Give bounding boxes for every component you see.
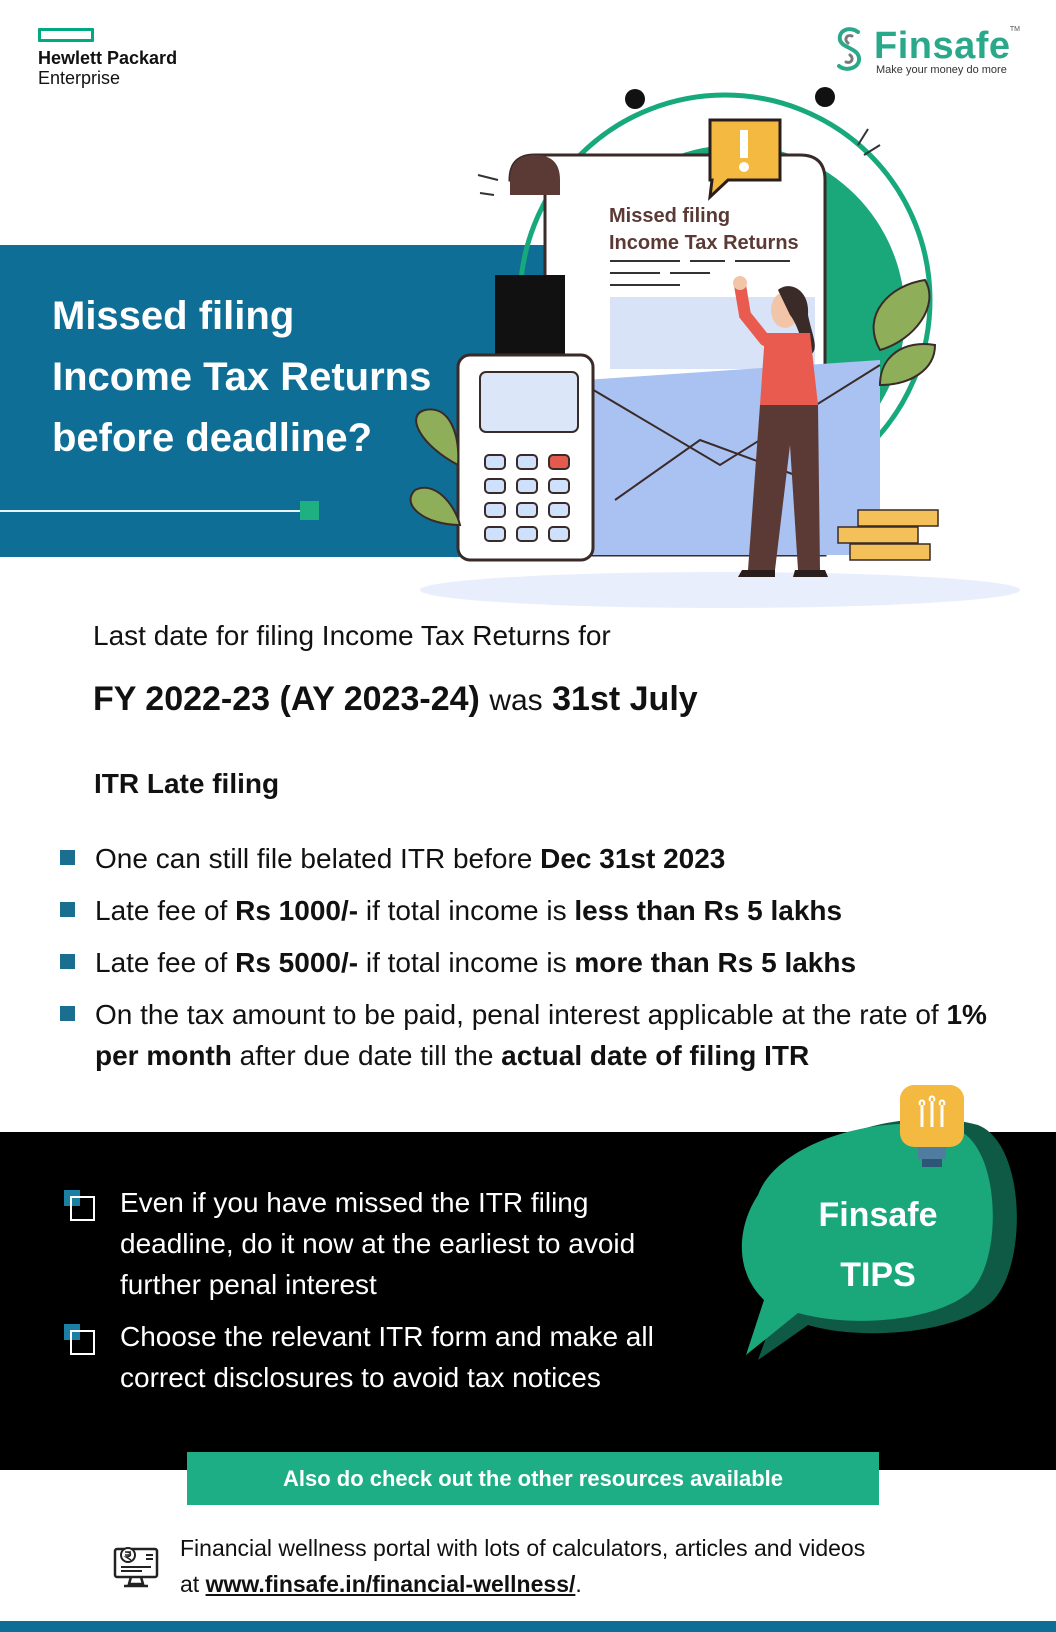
- hero-divider-square: [300, 501, 319, 520]
- late-filing-heading: ITR Late filing: [94, 768, 280, 799]
- list-item: [58, 838, 1018, 879]
- tips-bubble-line: TIPS: [840, 1256, 916, 1294]
- hpe-logo-line2: Enterprise: [38, 68, 121, 88]
- bullet-square-icon: [60, 902, 75, 917]
- document-caption-line: Missed filing: [609, 205, 731, 227]
- hero-title-line: before deadline?: [52, 416, 373, 460]
- tip-item: Choose the relevant ITR form and make all correct disclosures to avoid tax notices: [120, 1321, 654, 1393]
- deadline-date: 31st July: [552, 680, 698, 718]
- bullet-bold: Dec 31st 2023: [540, 843, 726, 874]
- list-item: [58, 890, 1018, 931]
- was-text: was: [489, 684, 543, 717]
- bullet-text: On the tax amount to be paid, penal interest applicable at the rate of: [95, 999, 947, 1030]
- hero-title: [52, 286, 431, 469]
- fy-line: [93, 680, 698, 719]
- resources-banner: Also do check out the other resources available: [187, 1452, 879, 1505]
- bullet-text: if total income is: [358, 895, 575, 926]
- bullet-text: after due date till the: [231, 1040, 502, 1071]
- missed-filing-illustration: [380, 85, 1030, 620]
- tips-bubble-line: Finsafe: [818, 1196, 938, 1234]
- bullet-bold: Rs 5000/-: [235, 947, 359, 978]
- finsafe-logo-tm: TM: [1009, 26, 1020, 33]
- bullet-square-icon: [60, 850, 75, 865]
- bullet-text: One can still file belated ITR before: [95, 843, 541, 874]
- hero-title-line: Income Tax Returns: [52, 355, 432, 399]
- intro-line: Last date for filing Income Tax Returns for: [93, 620, 611, 651]
- checkbox-icon: [64, 1324, 94, 1354]
- finsafe-logo-name: Finsafe: [874, 25, 1011, 67]
- fy-text: FY 2022-23 (AY 2023-24): [93, 680, 480, 718]
- bullet-square-icon: [60, 954, 75, 969]
- bullet-bold: actual date of filing ITR: [501, 1040, 810, 1071]
- hpe-logo-line1: Hewlett Packard: [38, 48, 178, 68]
- bullet-bold: more than Rs 5 lakhs: [574, 947, 857, 978]
- hpe-logo-mark: [38, 28, 94, 42]
- bullet-bold: 1% per month: [95, 999, 987, 1071]
- portal-prefix: at: [180, 1571, 206, 1597]
- finsafe-logo: [832, 24, 1022, 80]
- financial-wellness-link[interactable]: www.finsafe.in/financial-wellness/: [205, 1571, 576, 1597]
- bullet-text: Late fee of: [95, 895, 236, 926]
- list-item: [58, 994, 1018, 1076]
- portal-link-line: [180, 1566, 865, 1602]
- bullet-text: Late fee of: [95, 947, 236, 978]
- monitor-rupee-icon: [112, 1543, 160, 1589]
- bullet-bold: less than Rs 5 lakhs: [574, 895, 843, 926]
- bullet-square-icon: [60, 1006, 75, 1021]
- finsafe-s-icon: [832, 26, 868, 76]
- document-caption-line: Income Tax Returns: [609, 232, 799, 254]
- list-item: [58, 942, 1018, 983]
- portal-text-line: Financial wellness portal with lots of calculators, articles and videos: [180, 1535, 866, 1561]
- hpe-logo: [38, 28, 177, 88]
- checkbox-icon: [64, 1190, 94, 1220]
- late-filing-list: [58, 838, 1018, 1087]
- portal-description: [180, 1530, 865, 1602]
- bullet-text: if total income is: [358, 947, 575, 978]
- tip-item: Even if you have missed the ITR filing deadline, do it now at the earliest to avoid further penal interest: [120, 1187, 636, 1300]
- finsafe-logo-tagline: Make your money do more: [876, 64, 1007, 76]
- bottom-bar: [0, 1621, 1056, 1632]
- hero-title-line: Missed filing: [52, 294, 295, 338]
- bullet-bold: Rs 1000/-: [235, 895, 359, 926]
- hero-divider-line: [0, 510, 300, 512]
- portal-suffix: .: [575, 1571, 582, 1597]
